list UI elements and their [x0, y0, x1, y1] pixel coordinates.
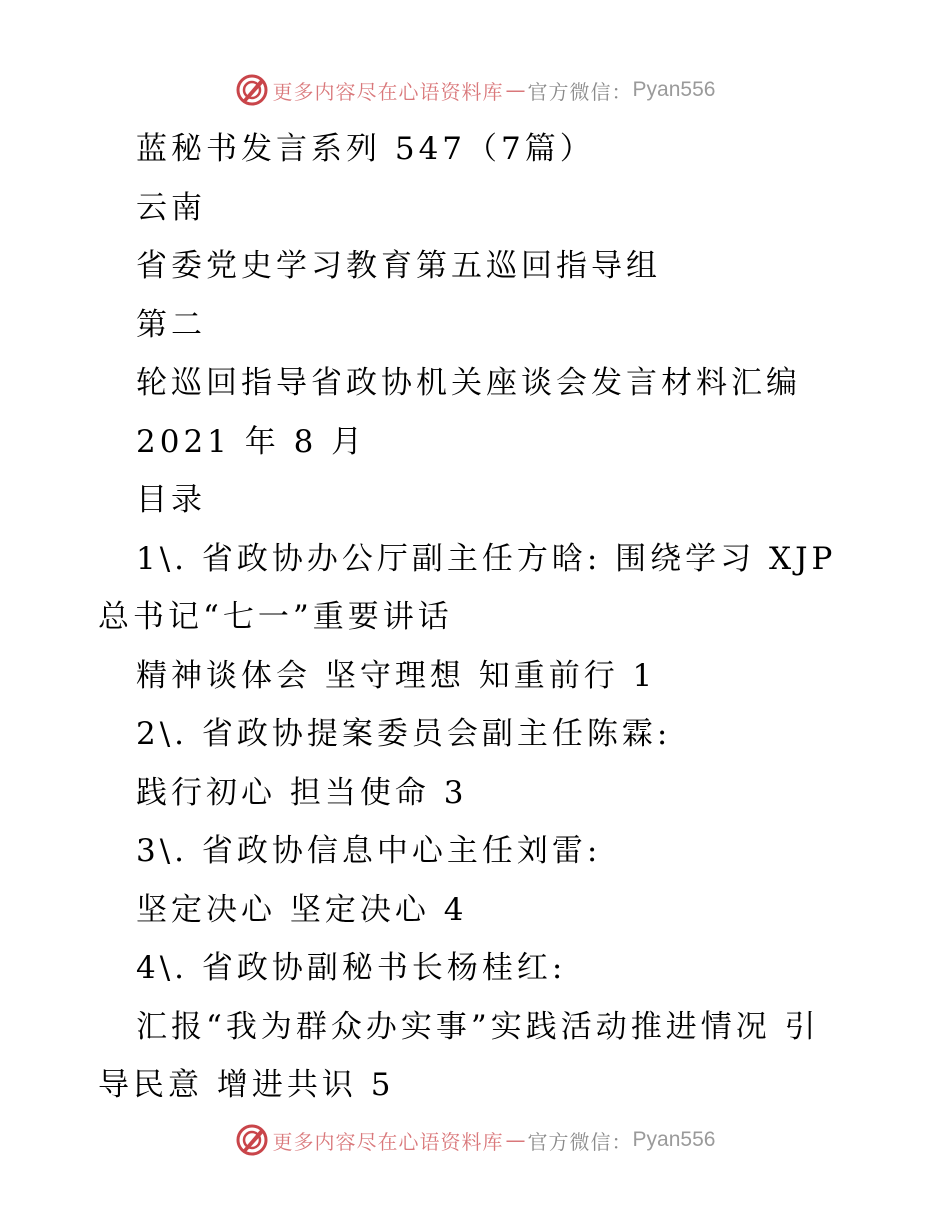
text-line: 云南 [136, 189, 206, 226]
toc-entry: 2\. 省政协提案委员会副主任陈霖: [136, 716, 672, 752]
toc-entry: 践行初心 担当使命 3 [136, 774, 468, 811]
watermark-main-text: 更多内容尽在心语资料库 [272, 79, 504, 104]
watermark-dash: — [505, 1128, 526, 1152]
footer-watermark [0, 1120, 950, 1160]
toc-entry: 1\. 省政协办公厅副主任方晗: 围绕学习 XJP [136, 540, 837, 577]
document-title: 蓝秘书发言系列 547（7篇） [136, 131, 595, 167]
document-date: 2021 年 8 月 [136, 423, 367, 460]
watermark-label: 官方微信： [527, 1129, 633, 1154]
toc-heading: 目录 [136, 482, 206, 518]
watermark-main-text: 更多内容尽在心语资料库 [272, 1129, 504, 1154]
text-line: 第二 [136, 306, 206, 343]
watermark-handle: Pyan556 [632, 78, 716, 101]
document-body [98, 120, 843, 1115]
toc-entry: 坚定决心 坚定决心 4 [136, 891, 468, 928]
toc-entry: 4\. 省政协副秘书长杨桂红: [136, 950, 567, 986]
toc-entry: 精神谈体会 坚守理想 知重前行 1 [136, 657, 657, 694]
watermark-label: 官方微信： [527, 79, 633, 104]
text-line: 省委党史学习教育第五巡回指导组 [136, 248, 661, 284]
pen-logo-icon [235, 73, 269, 107]
toc-entry-continuation: 导民意 增进共识 5 [98, 1067, 395, 1103]
watermark-dash: — [505, 78, 526, 102]
toc-entry: 汇报“我为群众办实事”实践活动推进情况 引 [136, 1008, 820, 1045]
text-line: 轮巡回指导省政协机关座谈会发言材料汇编 [136, 365, 801, 401]
watermark-handle: Pyan556 [632, 1128, 716, 1151]
toc-entry-continuation: 总书记“七一”重要讲话 [98, 599, 453, 635]
header-watermark [0, 70, 950, 110]
toc-entry: 3\. 省政协信息中心主任刘雷: [136, 833, 602, 869]
pen-logo-icon [235, 1123, 269, 1157]
